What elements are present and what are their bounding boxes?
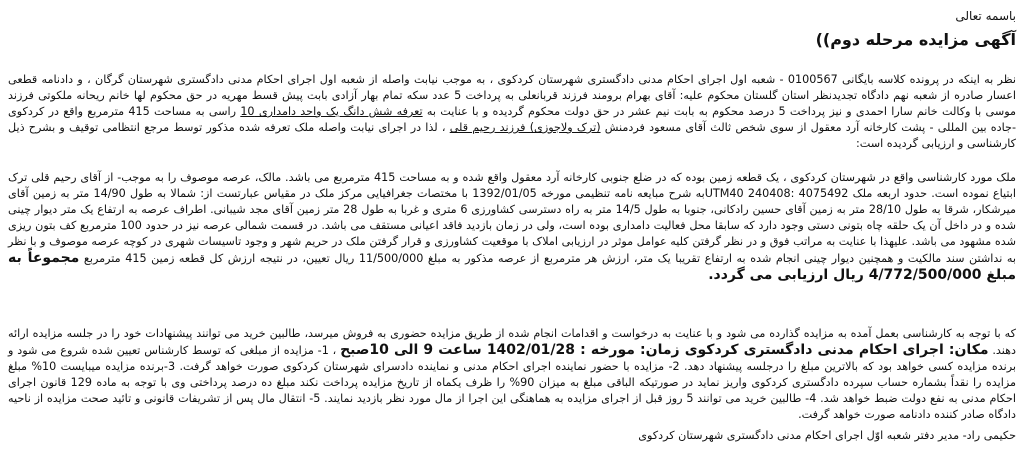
- property-text: راسی به مساحت 415 مترمربع واقع در کردکوی -جاده بین المللی - پشت کارخانه آرد معقول از سوی شخص ثالث آقای مسعود فردمنش: [8, 105, 1017, 134]
- paragraph-auction: [8, 326, 1016, 423]
- signature-line: حکیمی راد- مدیر دفتر شعبه اوّل اجرای احکام مدنی دادگستری شهرستان کردکوی: [638, 429, 1016, 442]
- appraisal-text: ملک مورد کارشناسی واقع در شهرستان کردکوی ، یک قطعه زمین بوده که در ضلع جنوبی کارخانه آرد معقول واقع شده و به مساحت 415 مترمربع می باشد. مالک، عرصه موصوف را به موجب- از آقای رحیم قلی ترک ابتیاع نموده است. حدود اربعه ملک 4075492 :UTM40 240408به شرح مبایعه نامه تنظیمی مورخه 1392/01/05 با مختصات جغرافیایی مرکز ملک در مقیاس عبارتست از: شمالا به طول 14/90 متر به زمین آقای میرشکار، شرقا به طول 28/10 متر به زمین آقای حسین رادکانی، جنوبا به طول 14/5 متر به راه دسترسی کشاورزی 6 متری و غربا به طول 28 متر زمین آقای مجد شیبانی. اطراف عرصه به ارتفاع یک متر دیوار چینی شده و در داخل آن یک حلقه چاه بتونی دستی وجود دارد که سابقا محل فعالیت دامداری بوده است، ولی در زمان بازدید فاقد اعیانی مستقف می باشد. در قسمت شمالی عرصه نیز در حدود 100 مترمربع کف بتون ریزی شده مشهود می باشد. علیهذا با عنایت به مراتب فوق و در نظر گرفتن کلیه عوامل موثر در ارزیابی املاک با موقعیت کشاورزی و قرار گرفتن ملک در حریم شهر و وجود تاسیسات شهری در کوچه عرصه موصوف و با نظر به نداشتن سند مالکیت و همچنین دیوار چینی انجام شده به ارتفاع تقریبا یک متر، ارزش هر مترمربع از عرصه مذکور به مبلغ 11/500/000 ریال تعیین، در نتیجه ارزش کل قطعه زمین 415 مترمربع: [8, 171, 1017, 265]
- notice-page: [8, 0, 1016, 473]
- paragraph-intro: [8, 72, 1016, 152]
- auction-text-a: که با توجه به کارشناسی بعمل آمده به مزایده گذارده می شود و با عنایت به درخواست و اقدامات انجام شده از طریق مزایده حضوری به فروش میرسد، طالبین خرید می توانند پیشنهادات خود را در جلسه مزایده ارائه دهند.: [8, 327, 1016, 357]
- total-value-text: مجموعاً به مبلغ 4/772/500/000 ریال ارزیابی می گردد.: [8, 250, 1016, 283]
- paragraph-appraisal: [8, 170, 1016, 284]
- notice-title: آگهی مزایده مرحله دوم)): [815, 30, 1016, 49]
- bismillah-heading: باسمه تعالی: [955, 9, 1016, 23]
- auction-place-time: مکان: اجرای احکام مدنی دادگستری کردکوی زمان: مورخه : 1402/01/28 ساعت 9 الی 10صبح: [340, 342, 989, 358]
- intro-text: نظر به اینکه در پرونده کلاسه بایگانی 0100567 - شعبه اول اجرای احکام مدنی دادگستری شهرستان کردکوی ، به موجب نیابت واصله از شعبه اول اجرای احکام مدنی دادگستری شهرستان گرگان ، و دادنامه قطعی اعسار صادره از شعبه نهم دادگاه تجدیدنظر استان گلستان محکوم علیه: آقای بهرام برومند فرزند قربانعلی به پرداخت 5 عدد سکه تمام بهار آزادی بابت پیش قسط مهریه در حق محکوم لها خانم ریحانه ملکوتی فرزند موسی با وکالت خانم سارا احمدی و نیز پرداخت 5 درصد محکوم به بابت نیم عشر در حق دولت محکوم گردیده و با عنایت به: [8, 73, 1016, 118]
- share-text: تعرفه شش دانگ یک واحد دامداری 10: [240, 105, 423, 118]
- auction-conditions: ، 1- مزایده از مبلغی که توسط کارشناس تعیین شده شروع می شود و برنده مزایده کسی خواهد بود که بالاترین مبلغ را درجلسه پیشنهاد دهد. 2- مزایده با حضور نماینده اجرای احکام مدنی و نماینده دادسرای شهرستان کردکوی صورت خواهد گرفت. 3-برنده مزایده میبایست 10% مبلغ مزایده را نقداً بشماره حساب سپرده دادگستری کردکوی واریز نماید در صورتیکه الباقی مبلغ به میزان 90% را ظرف یکماه از تاریخ مزایده پرداخت نکند مبلغ ده درصد پرداختی وی با توجه به ماده 129 قانون اجرای احکام مدنی به نفع دولت ضبط خواهد شد. 4- طالبین خرید می توانند 5 روز قبل از اجرای مزایده به هماهنگی این اجرا از مال مورد نظر بازدید نمایند. 5- انتقال مال پس از تشریفات قانونی و تائید صحت مزایده از ناحیه دادگاه صادر کننده دادنامه صورت خواهد گرفت.: [8, 344, 1017, 421]
- owner-text: (ترک ولاجوزی) فرزند رحیم قلی: [449, 121, 601, 134]
- intro-end-text: ، لذا در اجرای نیابت واصله ملک تعرفه شده مذکور توسط مرجع انتظامی توقیف و بشرح ذیل کارشناسی و ارزیابی گردیده است:: [8, 121, 1016, 150]
